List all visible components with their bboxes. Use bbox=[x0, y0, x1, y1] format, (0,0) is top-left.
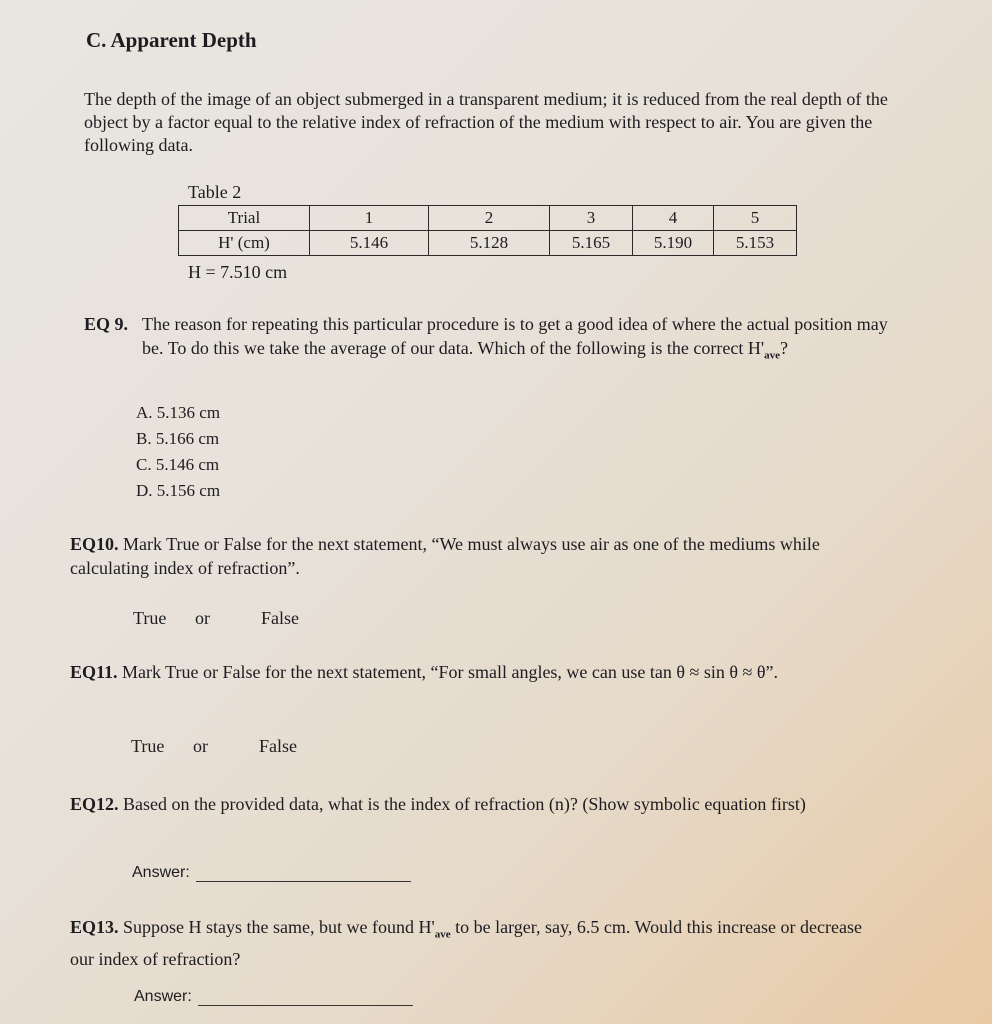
subscript: ave bbox=[764, 349, 781, 362]
data-table bbox=[178, 205, 797, 256]
table-cell: 5.128 bbox=[429, 231, 550, 256]
question-eq11 bbox=[70, 660, 830, 684]
question-label: EQ10. bbox=[70, 534, 119, 554]
intro-paragraph: The depth of the image of an object submerged in a transparent medium; it is reduced from the real depth of the object by a factor equal to the relative index of refraction of the medium with respect to air. You are given the following data. bbox=[84, 89, 888, 155]
question-label: EQ13. bbox=[70, 917, 119, 937]
table-cell: 5.190 bbox=[633, 231, 714, 256]
question-eq10 bbox=[70, 532, 870, 580]
answer-line[interactable] bbox=[196, 865, 411, 882]
true-option[interactable]: True bbox=[133, 608, 167, 628]
false-option[interactable]: False bbox=[259, 736, 297, 756]
table-cell: 3 bbox=[550, 206, 633, 231]
table-header-cell: H' (cm) bbox=[179, 231, 310, 256]
answer-eq12 bbox=[132, 864, 411, 882]
or-label: or bbox=[193, 736, 208, 756]
question-label: EQ 9. bbox=[84, 314, 129, 334]
question-text: Suppose H stays the same, but we found H' bbox=[118, 917, 435, 937]
choice-a[interactable]: A. 5.136 cm bbox=[136, 403, 221, 422]
answer-label: Answer: bbox=[132, 864, 190, 881]
question-end: ? bbox=[780, 338, 789, 358]
true-option[interactable]: True bbox=[131, 736, 165, 756]
or-label: or bbox=[195, 608, 210, 628]
question-label: EQ12. bbox=[70, 794, 119, 814]
question-eq9 bbox=[84, 312, 904, 368]
table-cell: 5.153 bbox=[714, 231, 797, 256]
table-row bbox=[179, 206, 797, 231]
question-text: Mark True or False for the next statement, “For small angles, we can use tan θ ≈ sin θ ≈ θ”. bbox=[117, 662, 779, 682]
table-cell: 5.146 bbox=[310, 231, 429, 256]
false-option[interactable]: False bbox=[261, 608, 299, 628]
answer-label: Answer: bbox=[134, 988, 192, 1005]
table-row bbox=[179, 231, 797, 256]
question-text-end: to be larger, say, 6.5 cm. Would this increase or decrease our index of refraction? bbox=[70, 917, 862, 969]
table-cell: 5.165 bbox=[550, 231, 633, 256]
question-text: The reason for repeating this particular procedure is to get a good idea of where the actual position may be. To do this we take the average of our data. Which of the following is the correct H' bbox=[142, 314, 888, 358]
true-false-eq10 bbox=[133, 608, 299, 629]
question-eq12 bbox=[70, 792, 910, 816]
table-cell: 2 bbox=[429, 206, 550, 231]
answer-line[interactable] bbox=[198, 989, 413, 1006]
table-cell: 4 bbox=[633, 206, 714, 231]
table-header-cell: Trial bbox=[179, 206, 310, 231]
choice-c[interactable]: C. 5.146 cm bbox=[136, 455, 220, 474]
table-cell: 1 bbox=[310, 206, 429, 231]
choice-d[interactable]: D. 5.156 cm bbox=[136, 481, 221, 500]
question-body bbox=[142, 312, 904, 368]
section-title: C. Apparent Depth bbox=[86, 28, 257, 52]
table-cell: 5 bbox=[714, 206, 797, 231]
question-text: Mark True or False for the next statement, “We must always use air as one of the mediums while calculating index of refraction”. bbox=[70, 534, 820, 578]
table-caption: Table 2 bbox=[188, 182, 242, 202]
question-label: EQ11. bbox=[70, 662, 118, 682]
subscript: ave bbox=[434, 928, 451, 941]
true-false-eq11 bbox=[131, 736, 297, 757]
answer-eq13 bbox=[134, 988, 413, 1006]
h-value: H = 7.510 cm bbox=[188, 262, 288, 282]
question-eq13 bbox=[70, 915, 870, 971]
choice-list bbox=[136, 400, 220, 504]
choice-b[interactable]: B. 5.166 cm bbox=[136, 429, 220, 448]
question-text: Based on the provided data, what is the index of refraction (n)? (Show symbolic equation first) bbox=[118, 794, 806, 814]
